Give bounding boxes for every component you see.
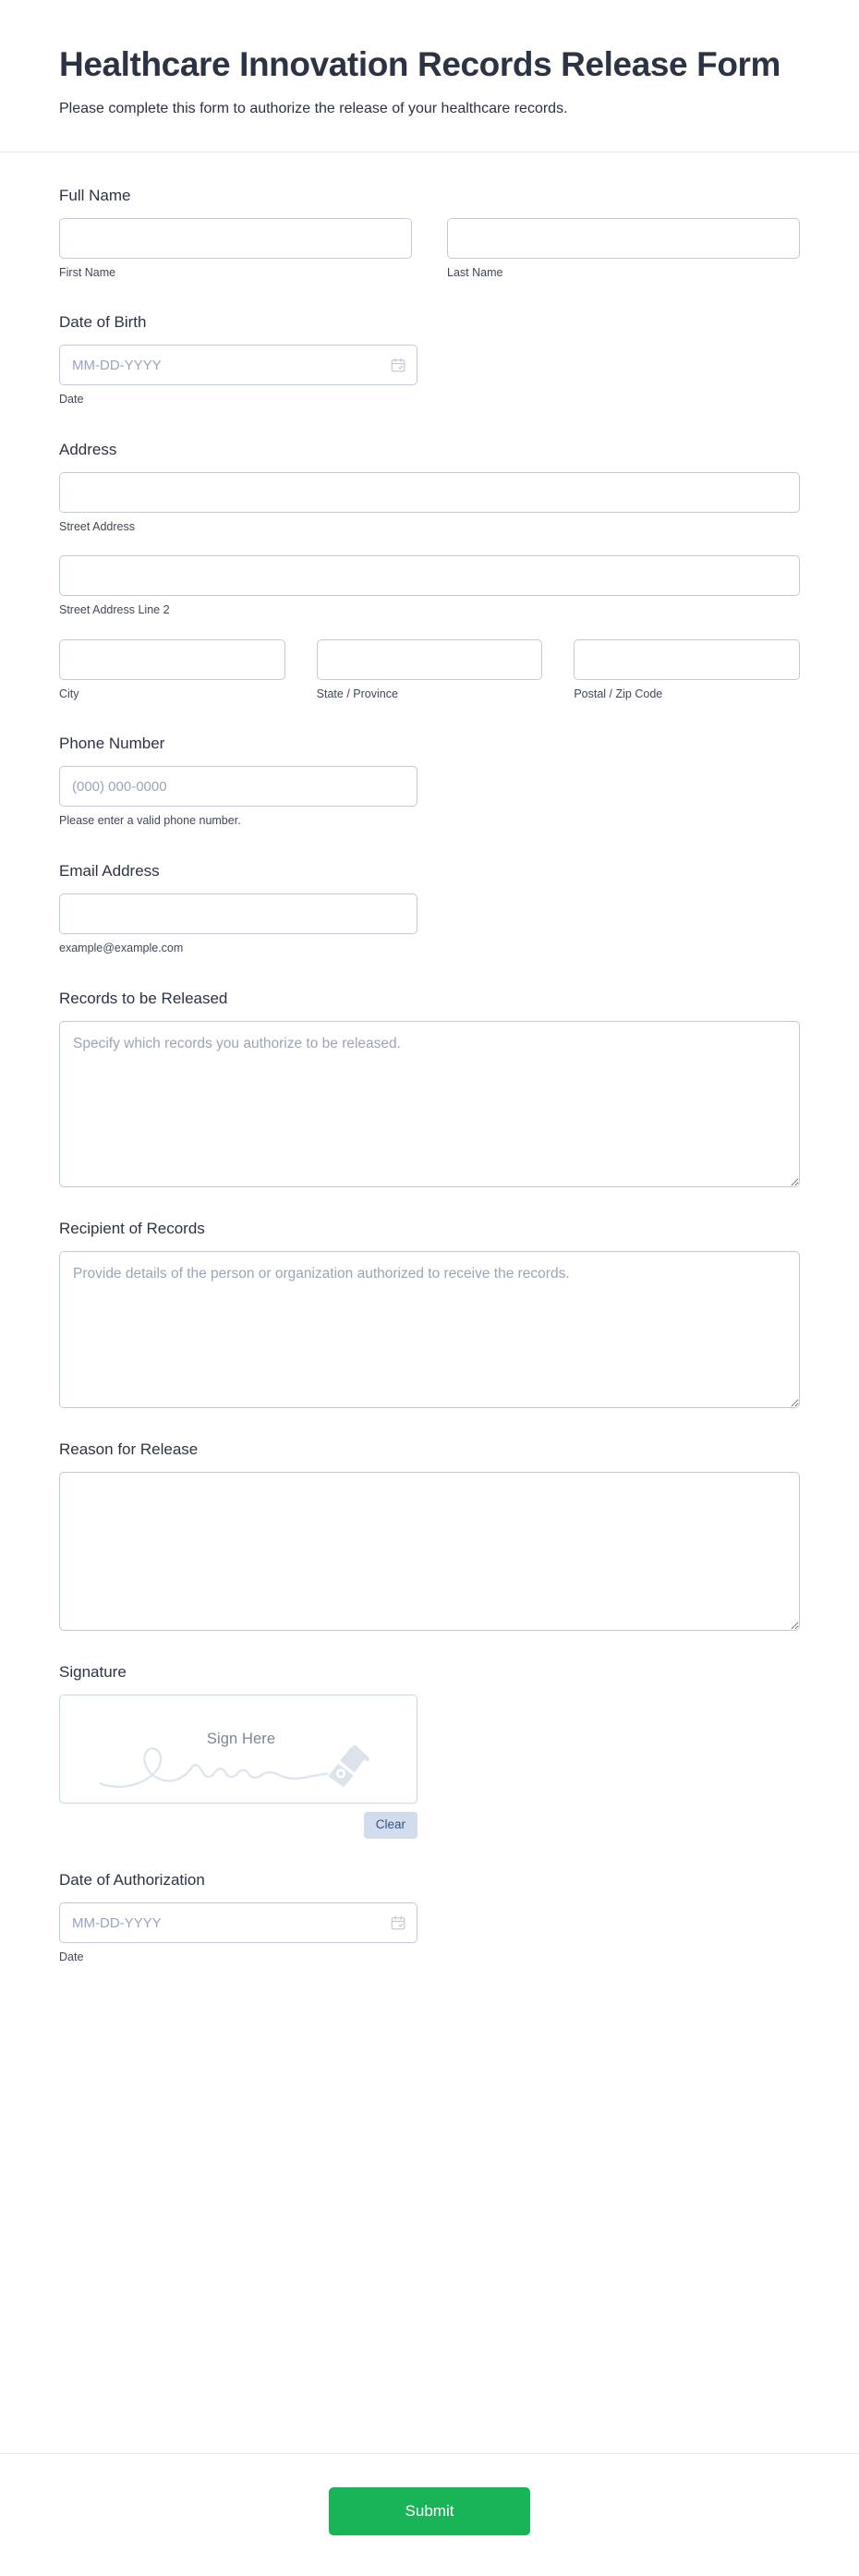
date-of-birth-sublabel: Date: [59, 393, 84, 407]
field-recipient-of-records: [59, 1219, 800, 1408]
field-date-of-authorization: [59, 1870, 800, 1966]
reason-label: Reason for Release: [59, 1440, 199, 1458]
city-col: [59, 639, 285, 703]
field-full-name: [59, 186, 800, 282]
phone-number-sublabel: Please enter a valid phone number.: [59, 814, 241, 828]
signature-hint: Sign Here: [206, 1730, 276, 1747]
field-phone-number: [59, 734, 800, 830]
date-of-birth-wrapper: [59, 345, 417, 385]
state-province-sublabel: State / Province: [316, 687, 398, 700]
date-of-authorization-wrapper: [59, 1902, 417, 1943]
field-signature: [59, 1662, 800, 1839]
signature-placeholder-art: [60, 1695, 417, 1803]
email-address-input[interactable]: [59, 893, 417, 934]
signature-pad[interactable]: [59, 1695, 417, 1804]
postal-col: [574, 639, 800, 703]
state-province-input[interactable]: [317, 639, 543, 680]
clear-signature-button[interactable]: Clear: [364, 1812, 417, 1839]
street-address-col: [59, 472, 800, 536]
date-of-authorization-input[interactable]: [59, 1902, 417, 1943]
postal-zip-sublabel: Postal / Zip Code: [574, 687, 663, 700]
signature-wrapper: [59, 1695, 417, 1839]
records-released-textarea[interactable]: [59, 1021, 800, 1187]
signature-actions: [59, 1812, 417, 1839]
full-name-row: [59, 218, 800, 282]
form-body: [0, 152, 859, 2453]
street-address-sublabel: Street Address: [59, 519, 135, 533]
city-sublabel: City: [59, 687, 79, 700]
records-released-label: Records to be Released: [59, 989, 228, 1007]
city-state-zip-row: [59, 639, 800, 703]
last-name-col: [447, 218, 800, 282]
phone-number-label: Phone Number: [59, 735, 165, 753]
street-address-2-sublabel: Street Address Line 2: [59, 603, 170, 617]
street-address-2-input[interactable]: [59, 555, 800, 596]
form-footer: [0, 2453, 859, 2576]
pen-nib-icon: [328, 1747, 367, 1787]
page-subtitle: Please complete this form to authorize the release of your healthcare records.: [59, 101, 568, 117]
first-name-sublabel: First Name: [59, 265, 116, 279]
recipient-label: Recipient of Records: [59, 1219, 205, 1237]
street-address-input[interactable]: [59, 472, 800, 513]
field-records-to-be-released: [59, 989, 800, 1187]
phone-number-input[interactable]: [59, 766, 417, 807]
last-name-sublabel: Last Name: [447, 265, 503, 279]
submit-button[interactable]: Submit: [329, 2487, 530, 2535]
email-address-label: Email Address: [59, 861, 160, 880]
date-of-birth-label: Date of Birth: [59, 313, 147, 332]
field-reason-for-release: [59, 1440, 800, 1631]
signature-label: Signature: [59, 1662, 127, 1681]
date-of-authorization-label: Date of Authorization: [59, 1871, 205, 1889]
last-name-input[interactable]: [447, 218, 800, 259]
state-col: [317, 639, 543, 703]
date-of-birth-input[interactable]: [59, 345, 417, 385]
field-date-of-birth: [59, 312, 800, 408]
full-name-label: Full Name: [59, 186, 131, 204]
email-address-sublabel: example@example.com: [59, 942, 184, 955]
form-header: [0, 0, 859, 152]
page-title: Healthcare Innovation Records Release Form: [59, 45, 781, 83]
city-input[interactable]: [59, 639, 285, 680]
field-email-address: [59, 861, 800, 957]
date-of-authorization-sublabel: Date: [59, 1950, 84, 1964]
first-name-input[interactable]: [59, 218, 412, 259]
first-name-col: [59, 218, 412, 282]
street-address-2-col: [59, 555, 800, 619]
reason-textarea[interactable]: [59, 1472, 800, 1631]
address-label: Address: [59, 440, 117, 458]
recipient-textarea[interactable]: [59, 1251, 800, 1408]
postal-zip-input[interactable]: [574, 639, 800, 680]
field-address: [59, 440, 800, 703]
